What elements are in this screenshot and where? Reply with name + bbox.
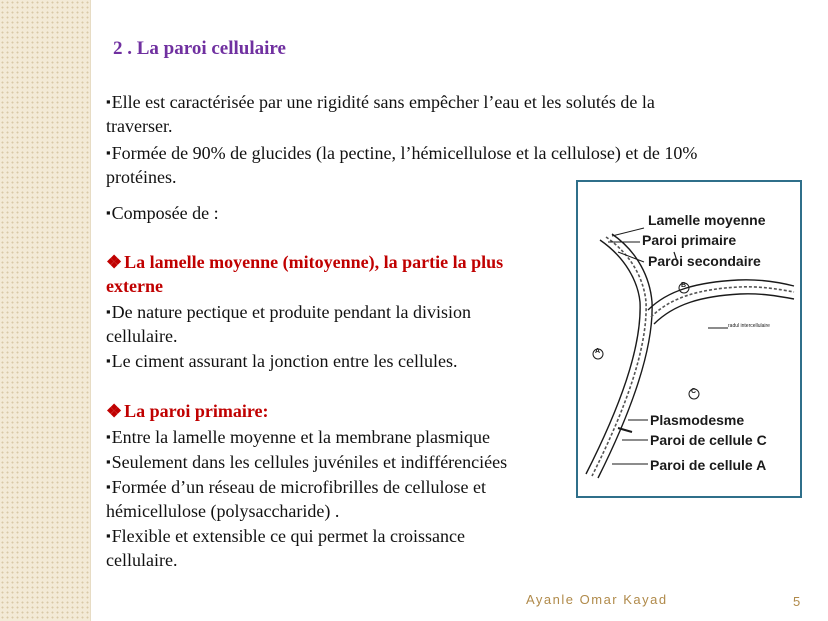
- section2-b4-line-1: Flexible et extensible ce qui permet la croissance: [111, 526, 465, 546]
- page-number: 5: [793, 594, 801, 609]
- label-paroi-secondaire: Paroi secondaire: [648, 253, 761, 269]
- square-bullet-icon: ▪: [106, 145, 111, 160]
- section2-b4-line-2: cellulaire.: [106, 550, 178, 570]
- label-paroi-cellule-a: Paroi de cellule A: [650, 457, 767, 473]
- label-plasmodesme: Plasmodesme: [650, 412, 745, 428]
- intro-line-1: Elle est caractérisée par une rigidité sans empêcher l’eau et les solutés de la: [111, 92, 655, 112]
- intro-bullet-2: [106, 141, 697, 165]
- section1-bullet-2: [106, 349, 458, 373]
- label-paroi-cellule-c: Paroi de cellule C: [650, 432, 767, 448]
- cell-a-marker: A: [595, 348, 601, 355]
- section2-b1: Entre la lamelle moyenne et la membrane plasmique: [111, 427, 490, 447]
- intro-line-2: traverser.: [106, 116, 173, 136]
- section2-b3-line-2: hémicellulose (polysaccharide) .: [106, 501, 340, 521]
- square-bullet-icon: ▪: [106, 479, 111, 494]
- cell-wall-drawing: [578, 182, 800, 496]
- decorative-side-strip: [0, 0, 91, 621]
- cell-c-marker: C: [691, 388, 697, 395]
- section1-heading-line-2: externe: [106, 276, 163, 296]
- slide-title: 2 . La paroi cellulaire: [113, 38, 286, 59]
- section2-b3-line-1: Formée d’un réseau de microfibrilles de cellulose et: [111, 477, 486, 497]
- intro-line-4: protéines.: [106, 167, 177, 187]
- cell-wall-diagram: [576, 180, 802, 498]
- section2-heading: [106, 399, 268, 423]
- label-lamelle-moyenne: Lamelle moyenne: [648, 212, 766, 228]
- section1-heading: [106, 250, 503, 274]
- section1-heading-line-1: La lamelle moyenne (mitoyenne), la partie la plus: [124, 252, 504, 272]
- square-bullet-icon: ▪: [106, 429, 111, 444]
- label-paroi-primaire: Paroi primaire: [642, 232, 737, 248]
- section2-bullet-3: [106, 475, 486, 499]
- square-bullet-icon: ▪: [106, 528, 111, 543]
- label-small-annotation: radul intercellulaire: [728, 323, 770, 329]
- section1-b2: Le ciment assurant la jonction entre les cellules.: [111, 351, 458, 371]
- intro-bullet-1: [106, 90, 655, 114]
- square-bullet-icon: ▪: [106, 304, 111, 319]
- cell-b-marker: B: [681, 282, 687, 289]
- section1-b1-line-2: cellulaire.: [106, 326, 178, 346]
- section2-bullet-4: [106, 524, 465, 548]
- square-bullet-icon: ▪: [106, 353, 111, 368]
- diamond-bullet-icon: ❖: [106, 252, 123, 272]
- square-bullet-icon: ▪: [106, 205, 111, 220]
- section1-b1-line-1: De nature pectique et produite pendant la division: [111, 302, 471, 322]
- footer-author: Ayanle Omar Kayad: [526, 592, 668, 607]
- diamond-bullet-icon: ❖: [106, 401, 123, 421]
- composee-bullet: [106, 201, 219, 225]
- section2-bullet-1: [106, 425, 490, 449]
- section2-b2: Seulement dans les cellules juvéniles et indifférenciées: [111, 452, 508, 472]
- section2-heading-text: La paroi primaire:: [124, 401, 269, 421]
- section1-bullet-1: [106, 300, 471, 324]
- intro-line-3: Formée de 90% de glucides (la pectine, l’hémicellulose et la cellulose) et de 10%: [111, 143, 698, 163]
- section2-bullet-2: [106, 450, 507, 474]
- square-bullet-icon: ▪: [106, 454, 111, 469]
- square-bullet-icon: ▪: [106, 94, 111, 109]
- composee-label: Composée de :: [111, 203, 219, 223]
